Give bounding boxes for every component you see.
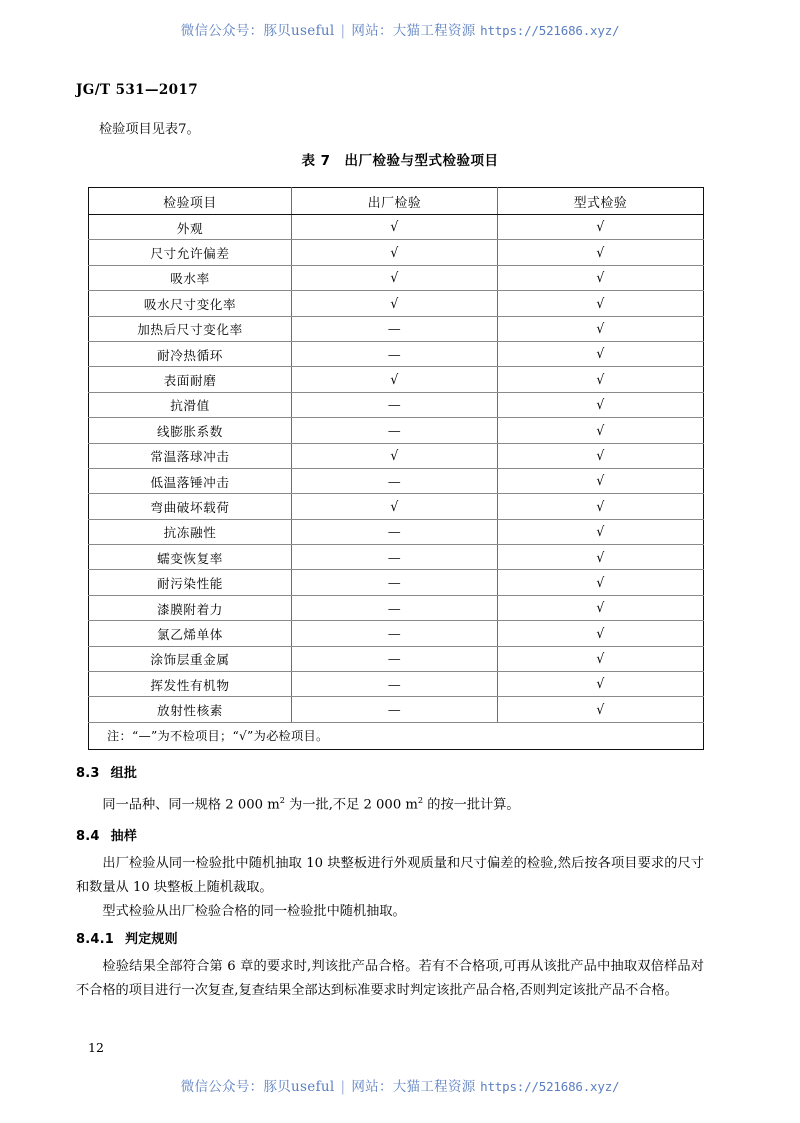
table-row (89, 672, 704, 697)
standard-number: JG/T 531—2017 (76, 82, 199, 98)
column-header-type: 型式检验 (498, 188, 704, 215)
superscript-unit: 2 (279, 795, 285, 805)
dash-icon: — (387, 525, 402, 541)
cell-type-inspection (498, 595, 704, 620)
table-row (89, 468, 704, 493)
watermark-wechat-name: 豚贝useful (263, 1079, 335, 1095)
watermark-wechat-label: 微信公众号： (180, 23, 264, 39)
cell-factory-inspection (292, 494, 498, 519)
cell-factory-inspection (292, 341, 498, 366)
cell-type-inspection (498, 341, 704, 366)
cell-type-inspection (498, 519, 704, 544)
table-note-text: 注：“—”为不检项目；“√”为必检项目。 (89, 722, 704, 749)
cell-inspection-item: 氯乙烯单体 (89, 621, 292, 646)
dash-icon: — (387, 550, 402, 566)
table-row (89, 418, 704, 443)
watermark-site-label: 网站： (351, 23, 393, 39)
cell-factory-inspection (292, 621, 498, 646)
section-title-8-4: 抽样 (110, 829, 138, 844)
cell-inspection-item: 尺寸允许偏差 (89, 240, 292, 265)
cell-factory-inspection (292, 367, 498, 392)
cell-factory-inspection (292, 672, 498, 697)
paragraph-8-3-1 (76, 788, 704, 817)
section-body-8-4 (76, 852, 704, 924)
dash-icon: — (387, 576, 402, 592)
table-row (89, 519, 704, 544)
column-header-item: 检验项目 (89, 188, 292, 215)
cell-factory-inspection (292, 316, 498, 341)
page-number: 12 (88, 1040, 104, 1055)
cell-inspection-item: 低温落锤冲击 (89, 468, 292, 493)
dash-icon: — (387, 347, 402, 363)
dash-icon: — (387, 398, 402, 414)
check-icon: √ (390, 270, 399, 287)
cell-inspection-item: 漆膜附着力 (89, 595, 292, 620)
check-icon: √ (390, 219, 399, 236)
cell-inspection-item: 耐污染性能 (89, 570, 292, 595)
dash-icon: — (387, 626, 402, 642)
header-watermark (0, 19, 800, 39)
inspection-table-wrapper (88, 187, 703, 750)
table-caption-title: 出厂检验与型式检验项目 (344, 153, 499, 169)
cell-inspection-item: 吸水尺寸变化率 (89, 291, 292, 316)
watermark-url: https://521686.xyz/ (480, 1079, 620, 1094)
check-icon: √ (596, 244, 605, 261)
cell-inspection-item: 线膨胀系数 (89, 418, 292, 443)
cell-type-inspection (498, 392, 704, 417)
text-run: 同一品种、同一规格 2 000 m (102, 797, 280, 813)
cell-inspection-item: 抗冻融性 (89, 519, 292, 544)
section-body-8-3 (76, 788, 704, 817)
table-caption (0, 149, 800, 169)
section-body-8-4-1 (76, 955, 704, 1003)
watermark-separator: | (340, 23, 346, 39)
cell-inspection-item: 抗滑值 (89, 392, 292, 417)
watermark-site-name: 大猫工程资源 (392, 1079, 476, 1095)
cell-type-inspection (498, 443, 704, 468)
check-icon: √ (390, 371, 399, 388)
cell-factory-inspection (292, 291, 498, 316)
cell-type-inspection (498, 265, 704, 290)
cell-inspection-item: 表面耐磨 (89, 367, 292, 392)
footer-watermark (0, 1075, 800, 1095)
check-icon: √ (596, 600, 605, 617)
check-icon: √ (596, 270, 605, 287)
check-icon: √ (390, 447, 399, 464)
check-icon: √ (596, 321, 605, 337)
section-number-8-3: 8.3 (76, 766, 100, 781)
check-icon: √ (596, 397, 605, 414)
table-row (89, 215, 704, 240)
table-head (89, 188, 704, 215)
check-icon: √ (596, 524, 605, 541)
table-caption-number: 表 7 (301, 153, 331, 169)
section-heading-8-4-1 (76, 928, 178, 947)
cell-type-inspection (498, 621, 704, 646)
check-icon: √ (596, 473, 605, 490)
table-header-row (89, 188, 704, 215)
cell-type-inspection (498, 468, 704, 493)
cell-inspection-item: 外观 (89, 215, 292, 240)
paragraph-8-4-2: 型式检验从出厂检验合格的同一检验批中随机抽取。 (102, 904, 406, 919)
cell-factory-inspection (292, 545, 498, 570)
table-row (89, 621, 704, 646)
cell-inspection-item: 挥发性有机物 (89, 672, 292, 697)
section-heading-8-3 (76, 762, 137, 781)
section-title-8-3: 组批 (110, 766, 138, 781)
check-icon: √ (390, 295, 399, 312)
check-icon: √ (390, 498, 399, 515)
check-icon: √ (596, 676, 605, 693)
table-row (89, 367, 704, 392)
dash-icon: — (387, 601, 402, 617)
table-row (89, 443, 704, 468)
cell-factory-inspection (292, 265, 498, 290)
dash-icon: — (387, 677, 402, 693)
watermark-site-label: 网站： (351, 1079, 393, 1095)
cell-type-inspection (498, 215, 704, 240)
cell-inspection-item: 常温落球冲击 (89, 443, 292, 468)
check-icon: √ (596, 346, 605, 363)
check-icon: √ (596, 447, 605, 464)
check-icon: √ (596, 549, 605, 566)
cell-inspection-item: 放射性核素 (89, 697, 292, 722)
section-number-8-4: 8.4 (76, 829, 100, 844)
cell-type-inspection (498, 570, 704, 595)
cell-type-inspection (498, 646, 704, 671)
check-icon: √ (390, 244, 399, 261)
table-row (89, 316, 704, 341)
paragraph-8-4-1: 出厂检验从同一检验批中随机抽取 10 块整板进行外观质量和尺寸偏差的检验,然后按各项目要求的尺寸和数量从 10 块整板上随机裁取。 (76, 856, 704, 895)
check-icon: √ (596, 625, 605, 642)
table-row (89, 545, 704, 570)
dash-icon: — (387, 423, 402, 439)
table-row (89, 392, 704, 417)
superscript-unit: 2 (417, 795, 424, 805)
check-icon: √ (596, 498, 605, 515)
cell-inspection-item: 吸水率 (89, 265, 292, 290)
cell-factory-inspection (292, 570, 498, 595)
dash-icon: — (387, 474, 402, 490)
table-note-row (89, 722, 704, 749)
cell-factory-inspection (292, 697, 498, 722)
dash-icon: — (387, 652, 402, 668)
check-icon: √ (596, 219, 605, 236)
cell-factory-inspection (292, 595, 498, 620)
table-row (89, 570, 704, 595)
table-body (89, 215, 704, 750)
cell-type-inspection (498, 291, 704, 316)
cell-type-inspection (498, 545, 704, 570)
watermark-separator: | (340, 1079, 346, 1095)
table-row (89, 595, 704, 620)
paragraph-8-4-1-1: 检验结果全部符合第 6 章的要求时,判该批产品合格。若有不合格项,可再从该批产品中抽取双倍样品对不合格的项目进行一次复查,复查结果全部达到标准要求时判定该批产品合格,否则判定该批产品不合格。 (76, 959, 704, 998)
cell-inspection-item: 涂饰层重金属 (89, 646, 292, 671)
watermark-url: https://521686.xyz/ (480, 23, 620, 38)
column-header-factory: 出厂检验 (292, 188, 498, 215)
cell-factory-inspection (292, 392, 498, 417)
check-icon: √ (596, 295, 605, 312)
dash-icon: — (387, 322, 402, 338)
lead-in-text: 检验项目见表7。 (99, 122, 200, 137)
table-row (89, 291, 704, 316)
table-row (89, 341, 704, 366)
section-title-8-4-1: 判定规则 (125, 932, 178, 947)
cell-type-inspection (498, 240, 704, 265)
check-icon: √ (596, 651, 605, 668)
cell-type-inspection (498, 672, 704, 697)
cell-type-inspection (498, 697, 704, 722)
cell-factory-inspection (292, 240, 498, 265)
section-number-8-4-1: 8.4.1 (76, 932, 115, 947)
table-row (89, 697, 704, 722)
watermark-wechat-name: 豚贝useful (263, 23, 335, 39)
text-run: 的按一批计算。 (423, 797, 520, 813)
check-icon: √ (596, 701, 605, 718)
cell-inspection-item: 蠕变恢复率 (89, 545, 292, 570)
table-row (89, 646, 704, 671)
section-heading-8-4 (76, 825, 137, 844)
cell-inspection-item: 加热后尺寸变化率 (89, 316, 292, 341)
table-row (89, 265, 704, 290)
check-icon: √ (596, 422, 605, 439)
cell-factory-inspection (292, 418, 498, 443)
check-icon: √ (596, 371, 605, 388)
cell-factory-inspection (292, 646, 498, 671)
cell-inspection-item: 弯曲破坏载荷 (89, 494, 292, 519)
watermark-site-name: 大猫工程资源 (392, 23, 476, 39)
cell-factory-inspection (292, 443, 498, 468)
table-row (89, 494, 704, 519)
dash-icon: — (387, 703, 402, 719)
cell-type-inspection (498, 316, 704, 341)
cell-type-inspection (498, 418, 704, 443)
text-run: 为一批,不足 2 000 m (284, 797, 418, 813)
cell-factory-inspection (292, 215, 498, 240)
watermark-wechat-label: 微信公众号： (180, 1079, 264, 1095)
cell-type-inspection (498, 494, 704, 519)
cell-type-inspection (498, 367, 704, 392)
cell-inspection-item: 耐冷热循环 (89, 341, 292, 366)
cell-factory-inspection (292, 468, 498, 493)
inspection-table (88, 187, 704, 750)
cell-factory-inspection (292, 519, 498, 544)
table-row (89, 240, 704, 265)
check-icon: √ (596, 574, 605, 591)
